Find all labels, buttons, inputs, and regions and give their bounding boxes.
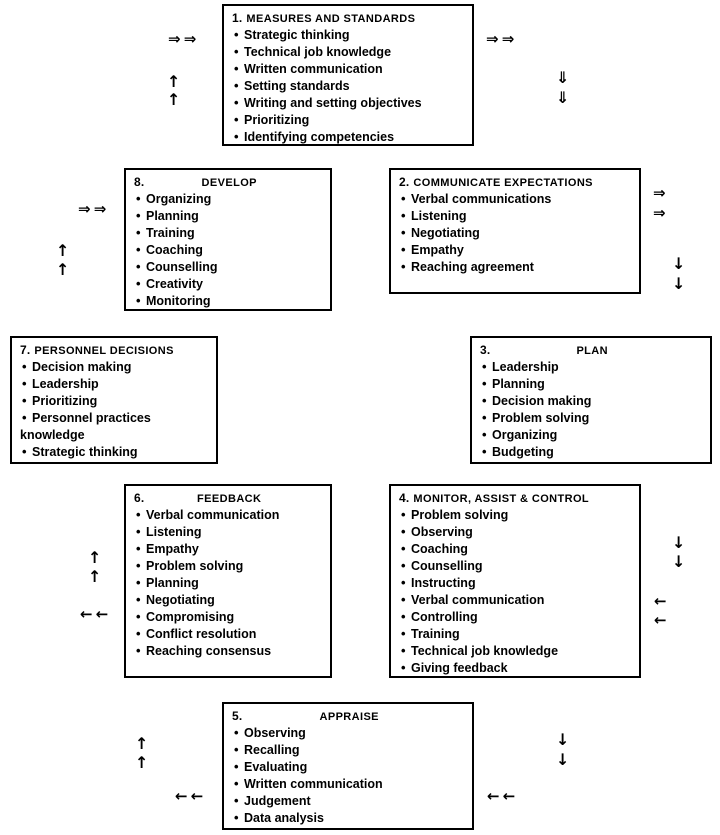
arrow-left-icon: ← ← <box>175 787 203 805</box>
box-header <box>232 709 466 723</box>
list-item: • Empathy <box>399 242 633 259</box>
box-header <box>480 343 704 357</box>
list-item: knowledge <box>20 428 85 442</box>
arrow-up-icon: ↑ <box>135 734 149 753</box>
box-number: 4. <box>399 491 410 505</box>
arrow-left-icon: ← <box>654 611 666 629</box>
list-item: • Organizing <box>134 191 324 208</box>
arrow-right-icon: ⇒ ⇒ <box>168 30 196 48</box>
box-item-list <box>134 191 324 310</box>
box-item-list <box>232 725 466 827</box>
box-header <box>399 491 633 505</box>
box-number: 1. <box>232 11 243 25</box>
list-item: • Listening <box>134 524 324 541</box>
list-item: • Decision making <box>20 359 210 376</box>
list-item: • Writing and setting objectives <box>232 95 466 112</box>
diagram-box-measures-and-standards[interactable] <box>222 4 474 146</box>
box-item-list <box>20 359 210 461</box>
box-header <box>134 175 324 189</box>
box-item-list <box>232 27 466 146</box>
list-item: • Planning <box>134 575 324 592</box>
list-item: • Prioritizing <box>20 393 210 410</box>
box-title: PERSONNEL DECISIONS <box>34 345 174 357</box>
list-item: • Decision making <box>480 393 704 410</box>
box-header <box>134 491 324 505</box>
list-item: • Coaching <box>399 541 633 558</box>
list-item: • Observing <box>232 725 466 742</box>
list-item: • Instructing <box>399 575 633 592</box>
list-item: • Counselling <box>399 558 633 575</box>
box-item-list <box>480 359 704 461</box>
arrow-up-icon: ↑ <box>88 567 102 586</box>
list-item: • Budgeting <box>480 444 704 461</box>
arrow-left-icon: ← <box>654 592 666 610</box>
list-item: • Negotiating <box>134 592 324 609</box>
list-item: • Setting standards <box>232 78 466 95</box>
box-title: APPRAISE <box>319 711 379 723</box>
diagram-box-plan[interactable] <box>470 336 712 464</box>
arrow-down-icon: ⇓ <box>556 88 570 107</box>
arrow-left-icon: ← ← <box>487 787 515 805</box>
list-item: • Problem solving <box>399 507 633 524</box>
list-item: • Observing <box>399 524 633 541</box>
box-number: 6. <box>134 491 145 505</box>
list-item: • Prioritizing <box>232 112 466 129</box>
box-title: PLAN <box>576 345 608 357</box>
box-header <box>399 175 633 189</box>
list-item: • Coaching <box>134 242 324 259</box>
list-item: • Problem solving <box>480 410 704 427</box>
arrow-left-icon: ← ← <box>80 605 108 623</box>
list-item: • Negotiating <box>399 225 633 242</box>
arrow-down-icon: ⇓ <box>556 68 570 87</box>
list-item: • Controlling <box>399 609 633 626</box>
arrow-down-icon: ↓ <box>556 750 570 769</box>
arrow-right-icon: ⇒ ⇒ <box>486 30 514 48</box>
box-number: 3. <box>480 343 491 357</box>
arrow-up-icon: ↑ <box>56 260 70 279</box>
diagram-box-monitor-assist-and-control[interactable] <box>389 484 641 678</box>
diagram-box-personnel-decisions[interactable] <box>10 336 218 464</box>
box-item-list <box>399 191 633 276</box>
list-item: • Empathy <box>134 541 324 558</box>
list-item: • Training <box>134 225 324 242</box>
diagram-box-communicate-expectations[interactable] <box>389 168 641 294</box>
arrow-down-icon: ↓ <box>672 533 686 552</box>
arrow-right-icon: ⇒ <box>653 204 665 222</box>
list-item: • Counselling <box>134 259 324 276</box>
arrow-right-icon: ⇒ ⇒ <box>78 200 106 218</box>
list-item: • Technical job knowledge <box>232 44 466 61</box>
box-title: MEASURES AND STANDARDS <box>246 13 416 25</box>
arrow-down-icon: ↓ <box>672 274 686 293</box>
box-title: DEVELOP <box>201 177 257 189</box>
list-item: • Identifying competencies <box>232 129 466 146</box>
list-item: • Judgement <box>232 793 466 810</box>
arrow-up-icon: ↑ <box>167 72 181 91</box>
box-item-list <box>134 507 324 660</box>
list-item: • Verbal communication <box>134 507 324 524</box>
list-item: • Giving feedback <box>399 660 633 677</box>
list-item: • Written communication <box>232 776 466 793</box>
list-item: • Personnel practices <box>20 410 210 427</box>
list-item: • Reaching consensus <box>134 643 324 660</box>
box-header <box>232 11 466 25</box>
list-item: • Reaching agreement <box>399 259 633 276</box>
list-item: • Planning <box>480 376 704 393</box>
box-title: MONITOR, ASSIST & CONTROL <box>413 493 590 505</box>
list-item: • Recalling <box>232 742 466 759</box>
box-title: FEEDBACK <box>197 493 262 505</box>
list-item: • Strategic thinking <box>232 27 466 44</box>
box-number: 7. <box>20 343 31 357</box>
list-item: • Planning <box>134 208 324 225</box>
arrow-down-icon: ↓ <box>556 730 570 749</box>
list-item: • Leadership <box>480 359 704 376</box>
list-item: • Data analysis <box>232 810 466 827</box>
box-number: 2. <box>399 175 410 189</box>
list-item: • Creativity <box>134 276 324 293</box>
list-item: • Evaluating <box>232 759 466 776</box>
arrow-down-icon: ↓ <box>672 552 686 571</box>
diagram-box-feedback[interactable] <box>124 484 332 678</box>
box-title: COMMUNICATE EXPECTATIONS <box>413 177 593 189</box>
list-item: • Compromising <box>134 609 324 626</box>
arrow-up-icon: ↑ <box>56 241 70 260</box>
list-item: • Listening <box>399 208 633 225</box>
arrow-up-icon: ↑ <box>88 548 102 567</box>
list-item: • Technical job knowledge <box>399 643 633 660</box>
list-item: • Written communication <box>232 61 466 78</box>
arrow-up-icon: ↑ <box>135 753 149 772</box>
list-item: • Problem solving <box>134 558 324 575</box>
list-item: • Conflict resolution <box>134 626 324 643</box>
arrow-up-icon: ↑ <box>167 90 181 109</box>
diagram-box-develop[interactable] <box>124 168 332 311</box>
list-item: • Monitoring <box>134 293 324 310</box>
list-item: • Training <box>399 626 633 643</box>
box-item-list <box>399 507 633 677</box>
list-item: • Leadership <box>20 376 210 393</box>
diagram-box-appraise[interactable] <box>222 702 474 830</box>
box-number: 5. <box>232 709 243 723</box>
arrow-down-icon: ↓ <box>672 254 686 273</box>
box-number: 8. <box>134 175 145 189</box>
list-item: • Strategic thinking <box>20 444 210 461</box>
list-item: • Verbal communications <box>399 191 633 208</box>
list-item: • Verbal communication <box>399 592 633 609</box>
list-item: • Organizing <box>480 427 704 444</box>
arrow-right-icon: ⇒ <box>653 184 665 202</box>
box-header <box>20 343 210 357</box>
